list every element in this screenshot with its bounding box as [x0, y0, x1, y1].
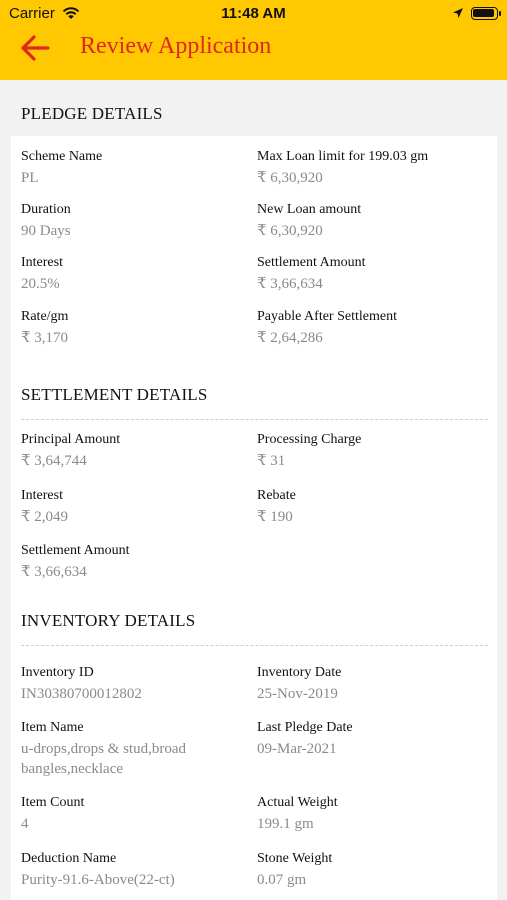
item-name-label: Item Name — [21, 720, 84, 735]
review-card — [11, 90, 497, 900]
interest-rate-label: Interest — [21, 255, 63, 270]
actual-weight-label: Actual Weight — [257, 795, 338, 810]
actual-weight-value: 199.1 gm — [257, 816, 314, 832]
pledge-settlement-label: Settlement Amount — [257, 255, 366, 270]
item-name-value-line2: bangles,necklace — [21, 761, 124, 777]
scheme-name-field — [21, 149, 246, 188]
rate-per-gm-label: Rate/gm — [21, 309, 69, 324]
new-loan-field — [257, 202, 482, 241]
duration-field — [21, 202, 246, 241]
inventory-date-field — [257, 665, 482, 704]
pledge-settlement-value: ₹ 3,66,634 — [257, 276, 323, 292]
settlement-amount-field — [21, 543, 246, 582]
clock: 11:48 AM — [221, 5, 286, 22]
interest-rate-value: 20.5% — [21, 276, 60, 292]
item-count-label: Item Count — [21, 795, 85, 810]
inventory-id-label: Inventory ID — [21, 665, 94, 680]
deduction-name-label: Deduction Name — [21, 851, 117, 866]
location-arrow-icon — [452, 6, 464, 23]
interest-amount-label: Interest — [21, 488, 63, 503]
max-loan-field — [257, 149, 482, 188]
stone-weight-label: Stone Weight — [257, 851, 333, 866]
settlement-details-title: SETTLEMENT DETAILS — [21, 385, 208, 404]
payable-after-settlement-field — [257, 309, 482, 348]
new-loan-label: New Loan amount — [257, 202, 362, 217]
item-count-value: 4 — [21, 816, 29, 832]
rebate-value: ₹ 190 — [257, 509, 293, 525]
duration-label: Duration — [21, 202, 71, 217]
settlement-divider — [21, 419, 488, 420]
rebate-field — [257, 488, 482, 527]
scheme-name-label: Scheme Name — [21, 149, 103, 164]
item-name-field — [21, 720, 246, 779]
actual-weight-field — [257, 795, 482, 834]
item-count-field — [21, 795, 246, 834]
item-name-value-line1: u-drops,drops & stud,broad — [21, 741, 186, 757]
inventory-divider — [21, 645, 488, 646]
inventory-date-value: 25-Nov-2019 — [257, 686, 338, 702]
stone-weight-field — [257, 851, 482, 890]
inventory-id-value: IN30380700012802 — [21, 686, 142, 702]
processing-charge-value: ₹ 31 — [257, 453, 286, 469]
page-title: Review Application — [80, 33, 272, 59]
app-header — [0, 0, 507, 80]
deduction-name-value: Purity-91.6-Above(22-ct) — [21, 872, 175, 888]
battery-icon — [471, 7, 498, 20]
rate-per-gm-value: ₹ 3,170 — [21, 330, 69, 346]
processing-charge-label: Processing Charge — [257, 432, 362, 447]
interest-amount-field — [21, 488, 246, 527]
status-bar — [0, 0, 507, 28]
settlement-amount-label: Settlement Amount — [21, 543, 130, 558]
back-arrow-icon[interactable] — [18, 31, 52, 65]
last-pledge-date-value: 09-Mar-2021 — [257, 741, 337, 757]
carrier-label: Carrier — [9, 5, 55, 22]
rebate-label: Rebate — [257, 488, 296, 503]
processing-charge-field — [257, 432, 482, 471]
inventory-date-label: Inventory Date — [257, 665, 342, 680]
principal-amount-field — [21, 432, 246, 471]
rate-per-gm-field — [21, 309, 246, 348]
duration-value: 90 Days — [21, 223, 71, 239]
principal-amount-value: ₹ 3,64,744 — [21, 453, 87, 469]
inventory-details-title: INVENTORY DETAILS — [21, 611, 196, 630]
pledge-settlement-field — [257, 255, 482, 294]
new-loan-value: ₹ 6,30,920 — [257, 223, 323, 239]
interest-rate-field — [21, 255, 246, 294]
max-loan-value: ₹ 6,30,920 — [257, 170, 323, 186]
last-pledge-date-field — [257, 720, 482, 759]
scheme-name-value: PL — [21, 170, 39, 186]
payable-after-settlement-value: ₹ 2,64,286 — [257, 330, 323, 346]
inventory-id-field — [21, 665, 246, 704]
interest-amount-value: ₹ 2,049 — [21, 509, 69, 525]
pledge-details-title: PLEDGE DETAILS — [21, 104, 163, 123]
principal-amount-label: Principal Amount — [21, 432, 121, 447]
max-loan-label: Max Loan limit for 199.03 gm — [257, 149, 429, 164]
settlement-amount-value: ₹ 3,66,634 — [21, 564, 87, 580]
last-pledge-date-label: Last Pledge Date — [257, 720, 353, 735]
stone-weight-value: 0.07 gm — [257, 872, 307, 888]
payable-after-settlement-label: Payable After Settlement — [257, 309, 397, 324]
deduction-name-field — [21, 851, 246, 890]
